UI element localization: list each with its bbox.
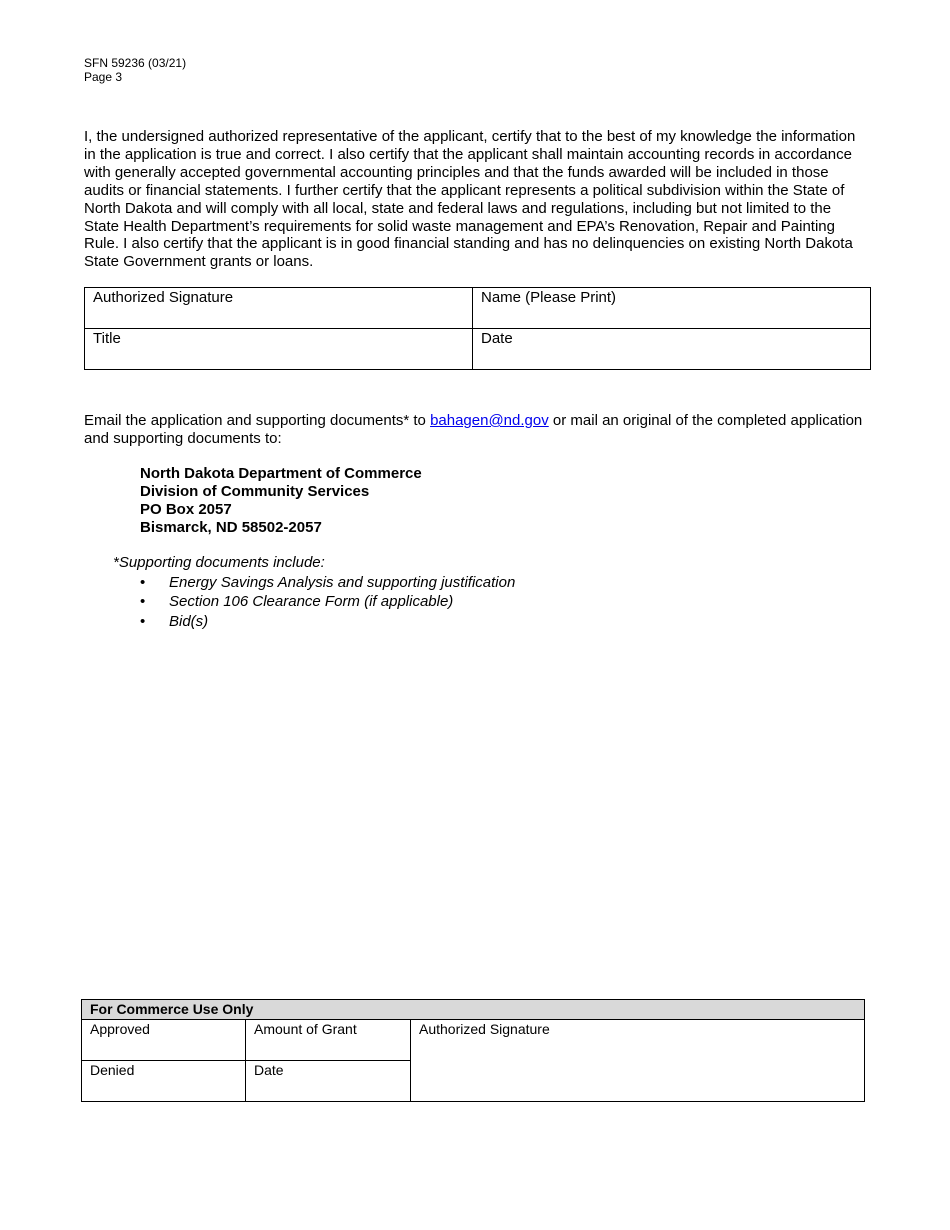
- commerce-authorized-signature-label: Authorized Signature: [419, 1021, 550, 1037]
- name-print-field[interactable]: [473, 288, 871, 329]
- commerce-use-table: [81, 999, 865, 1102]
- commerce-use-heading: [82, 1000, 865, 1020]
- list-item-text: Bid(s): [169, 612, 209, 630]
- name-print-label: Name (Please Print): [481, 289, 617, 306]
- list-item: [140, 592, 515, 611]
- list-item-text: Energy Savings Analysis and supporting justification: [169, 574, 516, 591]
- title-label: Title: [93, 330, 121, 347]
- address-line: Division of Community Services: [140, 482, 370, 500]
- denied-field[interactable]: [82, 1061, 246, 1102]
- email-link[interactable]: bahagen@nd.gov: [430, 412, 549, 429]
- list-item: [140, 612, 515, 631]
- address-line: North Dakota Department of Commerce: [140, 465, 422, 482]
- submission-text-before: Email the application and supporting documents* to: [84, 412, 431, 429]
- amount-of-grant-field[interactable]: [246, 1020, 411, 1061]
- title-field[interactable]: [85, 329, 473, 370]
- form-number: SFN 59236 (03/21): [84, 56, 187, 70]
- approved-label: Approved: [90, 1021, 150, 1037]
- signature-table: [84, 287, 871, 370]
- date-label: Date: [481, 330, 513, 347]
- supporting-documents-list: [140, 573, 515, 631]
- submission-text-after: or mail an original of the completed application and supporting documents to:: [84, 412, 863, 447]
- mailing-address: [140, 465, 422, 537]
- address-line: Bismarck, ND 58502-2057: [140, 518, 322, 536]
- bullet-icon: •: [140, 593, 146, 611]
- commerce-authorized-signature-field[interactable]: [411, 1020, 865, 1102]
- list-item: [140, 573, 515, 592]
- denied-label: Denied: [90, 1062, 135, 1078]
- authorized-signature-field[interactable]: [85, 288, 473, 329]
- form-header: [84, 56, 186, 84]
- certification-statement: I, the undersigned authorized representative of the applicant, certify that to the best of my knowledge the information in the application is true and correct. I also certify that the applicant shall maintain accounting records in accordance with generally accepted governmental accounting principles and that the funds awarded will be included in those audits or financial statements. I further certify that the applicant represents a political subdivision within the State of North Dakota and will comply with all local, state and federal laws and regulations, including but not limited to the State Health Department’s requirements for solid waste management and EPA’s Renovation, Repair and Painting Rule. I also certify that the applicant is in good financial standing and has no delinquencies on existing North Dakota State Government grants or loans.: [84, 128, 856, 271]
- page-number: Page 3: [84, 70, 123, 84]
- date-field[interactable]: [473, 329, 871, 370]
- submission-instructions: [84, 412, 864, 448]
- amount-of-grant-label: Amount of Grant: [254, 1021, 357, 1037]
- commerce-use-heading-text: For Commerce Use Only: [90, 1001, 254, 1017]
- bullet-icon: •: [140, 574, 146, 591]
- supporting-documents-intro: *Supporting documents include:: [113, 554, 325, 571]
- authorized-signature-label: Authorized Signature: [93, 289, 234, 306]
- commerce-date-label: Date: [254, 1062, 284, 1078]
- commerce-date-field[interactable]: [246, 1061, 411, 1102]
- approved-field[interactable]: [82, 1020, 246, 1061]
- bullet-icon: •: [140, 612, 146, 630]
- list-item-text: Section 106 Clearance Form (if applicable): [169, 593, 454, 611]
- address-line: PO Box 2057: [140, 500, 232, 518]
